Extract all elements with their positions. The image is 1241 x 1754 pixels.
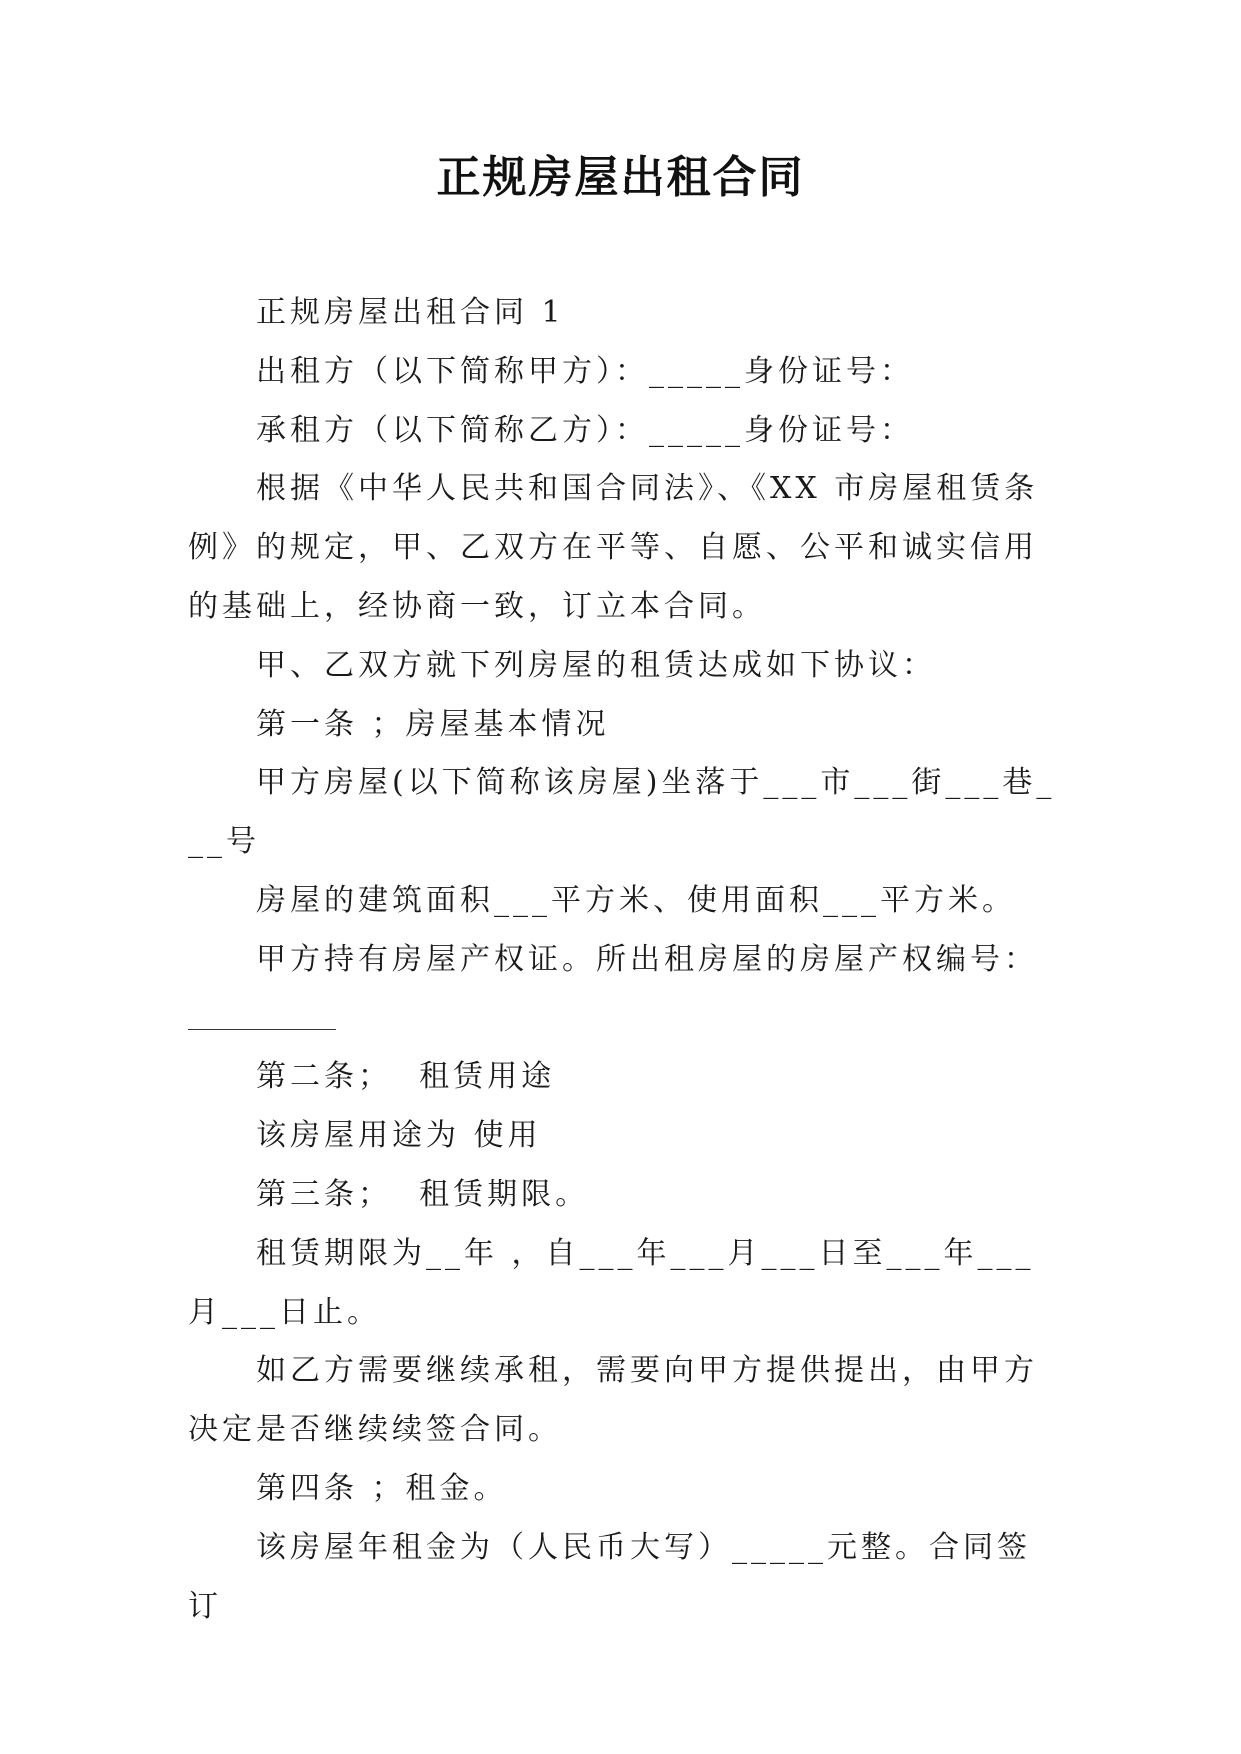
paragraph-rent: 该房屋年租金为（人民币大写）_____元整。合同签订 (188, 1529, 1031, 1624)
paragraph-lessee: 承租方（以下简称乙方）：_____身份证号： (256, 412, 914, 448)
paragraph-area: 房屋的建筑面积___平方米、使用面积___平方米。 (256, 882, 1016, 918)
article-1-heading: 第一条 ；房屋基本情况 (256, 706, 610, 742)
paragraph-property-cert: 甲方持有房屋产权证。所出租房屋的房屋产权编号： (256, 941, 1038, 977)
paragraph-lessor: 出租方（以下简称甲方）：_____身份证号： (256, 353, 914, 389)
paragraph-renewal: 如乙方需要继续承租，需要向甲方提供提出，由甲方决定是否继续续签合同。 (188, 1353, 1038, 1448)
paragraph-location: 甲方房屋(以下简称该房屋)坐落于___市___街___巷___号 (188, 765, 1056, 860)
paragraph-legal-basis: 根据《中华人民共和国合同法》、《XX 市房屋租赁条例》的规定，甲、乙双方在平等、自愿、公平和诚实信用的基础上，经协商一致，订立本合同。 (188, 471, 1039, 624)
paragraph-lease-term: 租赁期限为__年 ，自___年___月___日至___年___月___日止。 (188, 1235, 1035, 1330)
document-title: 正规房屋出租合同 (436, 152, 805, 203)
article-2-heading: 第二条； 租赁用途 (256, 1059, 556, 1095)
paragraph-usage: 该房屋用途为 使用 (256, 1118, 542, 1154)
article-4-heading: 第四条 ；租金。 (256, 1470, 508, 1506)
paragraph-heading-1: 正规房屋出租合同 1 (256, 295, 565, 330)
document-body (188, 284, 1060, 1636)
article-3-heading: 第三条； 租赁期限。 (256, 1176, 590, 1212)
blank-line (188, 990, 336, 1049)
paragraph-agreement-intro: 甲、乙双方就下列房屋的租赁达成如下协议： (256, 647, 936, 683)
